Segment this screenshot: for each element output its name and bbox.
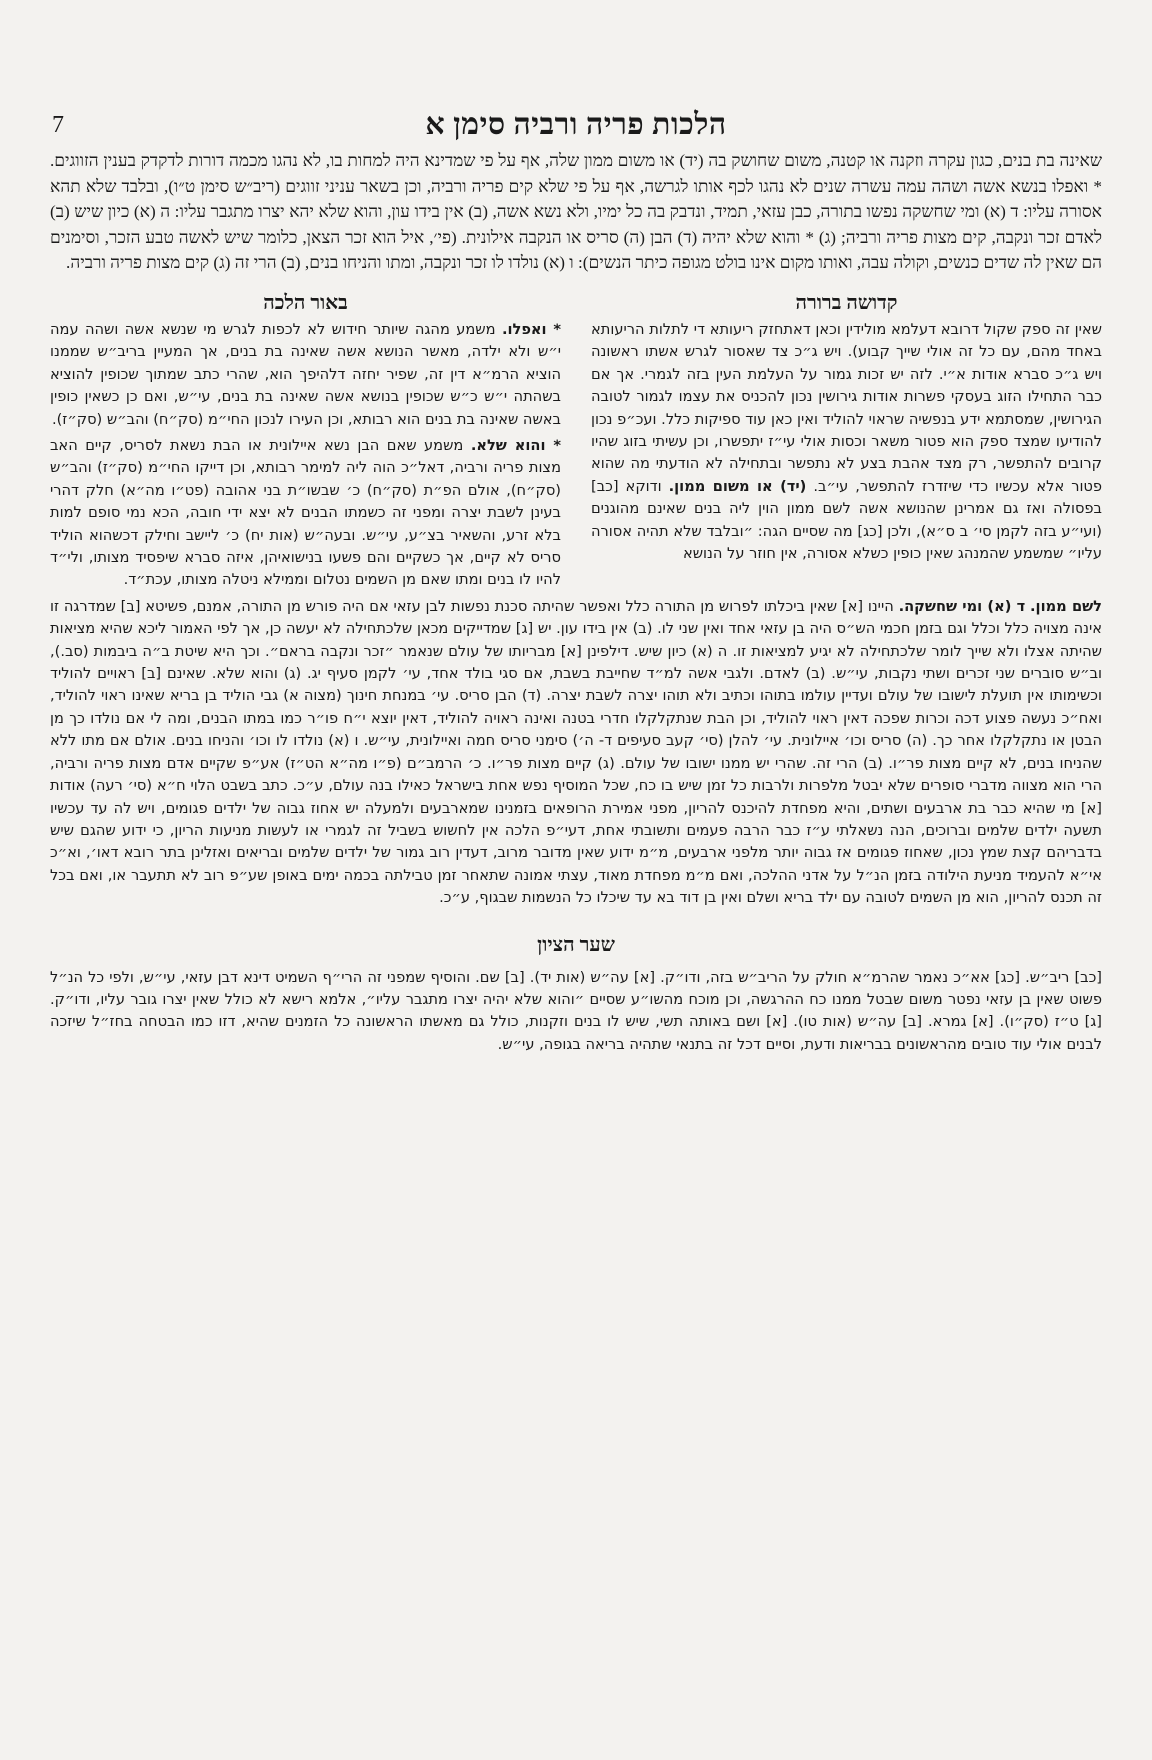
kedusha-body xyxy=(591,319,1102,565)
biur-title: באור הלכה xyxy=(263,291,348,314)
shaar-title: שער הציון xyxy=(537,933,615,956)
kedusha-lead: (יד) או משום ממון. xyxy=(668,477,807,495)
full-lead2: ד (א) ומי שחשקה. xyxy=(898,597,1026,615)
biur-p1: משמע מהגה שיותר חידוש לא לכפות לגרש מי שנשא אשה ושהה עמה י״ש ולא ילדה, מאשר הנושא אשה שאינה בת בנים, אך המעיין בריב״ש שממנו הוציא הרמ״א דין זה, שפיר יחזה דלהיפך הוא, שהרי כתב שמתוך שכופין להוציא בשהתה י״ש כ״ש שכופין בנושא אשה שאינה בת בנים, עי״ש, ואם כן כשאין כופין באשה שאינה בת בנים הוא רבותא, וכן העירו לנכון החי״מ (סק״ח) והב״ש (סק״ז). xyxy=(50,320,561,428)
biur-p1-lead: * ואפלו. xyxy=(501,320,561,338)
full-lead1: לשם ממון. xyxy=(1030,597,1103,615)
kedusha-text2: ודוקא [כב] בפסולה ואז גם אמרינן שהנושא אשה לשם ממון הוין ליה בנים שאינם מהוגנים (ועי״ע בזה לקמן סי׳ ב ס״א), ולכן [כג] מה שסיים הגה: ״ובלבד שלא תהיה אסורה עליו״ שמשמע שהמנהג שאין כופין כשלא אסורה, אין חוזר על הנושא xyxy=(591,477,1102,563)
biur-column xyxy=(50,292,561,596)
full-body: היינו [א] שאין ביכלתו לפרוש מן התורה כלל ואפשר שהיתה סכנת נפשות לבן עזאי אם היה פורש מן התורה, אמנם, פשיטא [ב] שמדרגה זו אינה מצויה כלל וכלל וגם בזמן חכמי הש״ס היה בן עזאי אחד ואין שני לו. (ב) אין בידו עון. יש [ג] שמדייקים מכאן שלכתחילה לא יעשה כן, אך לפי האמור ליכא שהיא מציאות שהיתה אצלו ולא שייך לומר שלכתחילה לא יגיע למציאות זו. ה (א) כיון שיש. דילפינן [א] מבריותו של עולם שנאמר ״זכר ונקבה בראם״. וכך היא שיטת ב״ה ביבמות (סב.), וב״ש סוברים שני זכרים ושתי נקבות, עי״ש. (ב) לאדם. ולגבי אשה למ״ד שחייבת בשבת, אם סגי בולד אחד, עי׳ לקמן סעיף יג. (ג) והוא שלא. שאינם [ב] ראויים להוליד וכשימותו אין תועלת לישובו של עולם ועדיין עולמו בתוהו וכתיב ולא תוהו יצרה לשבת יצרה. (ד) הבן סריס. עי׳ במנחת חינוך (מצוה א) גבי הוליד בן בריא שאינו ראוי להוליד, ואח״כ נעשה פצוע דכה וכרות שפכה דאין ראוי להוליד, וכן הבת שנתקלקלו חדרי בטנה ואינה ראויה להוליד, דאין יוצא י״ח פו״ר כמו במתו הבנים, ומה לי אם נולדו כך מן הבטן או נתקלקלו אחר כך. (ה) סריס וכו׳ איילונית. עי׳ להלן (סי׳ קעב סעיפים ד- ה׳) סימני סריס חמה ואיילונית, עי״ש. ו (א) נולדו לו וכו׳ והניחו בנים. אולם אם מתו ללא שהניחו בנים, לא קיים מצות פר״ו. (ב) הרי זה. שהרי יש ממנו ישובו של עולם. (ג) קיים מצות פר״ו. כ׳ הרמב״ם (פ״ו מה״א הט״ז) אע״פ שקיים אדם מצות פריה ורביה, הרי הוא מצווה מדברי סופרים שלא יבטל מלפרות ולרבות כל זמן שיש בו כח, שכל המוסיף נפש אחת בישראל כאילו בנה עולם, ע״כ. כתב בשבט הלוי ח״א (סי׳ רעה) אודות [א] מי שהיא כבר בת ארבעים ושתים, והיא מפחדת להיכנס להריון, מפני אמירת הרופאים בזמנינו שמארבעים ולמעלה יש אחוז גבוה של ילדים פגומים, ויש לה עד עכשיו תשעה ילדים שלמים וברוכים, הנה נשאלתי ע״ז כבר הרבה פעמים ותשובתי אחת, דעי״פ הלכה אין לחשוש בשביל זה לגמרי או לעשות מניעות הריון, כי ידוע שהגם שיש בדבריהם קצת שמץ נכון, שאחוז פגומים אז גבוה יותר מלפני ארבעים, מ״מ ידוע שאין מדובר מרוב, דעדין רוב גמור של ילדים שלמים ובריאים ואזלינן בתר רובא דאו׳, וא״כ אי״א להעמיד מניעת הילודה בזמן הנ״ל על אדני ההלכה, ואם מ״מ מפחדת מאוד, עצתי אמונה שתאחר זמן טבילתה בכמה ימים באופן שע״פ רוב לא תתעבר או, ואם בכל זה תכנס להריון, הוא מן השמים לטובה עם ילד בריא ושלם ואין בן דוד בא עד שיכלו כל הנשמות שבגוף, ע״כ. xyxy=(50,597,1102,907)
page-number: 7 xyxy=(52,112,64,138)
kedusha-title: קדושה ברורה xyxy=(795,291,898,314)
two-column-commentary xyxy=(50,292,1102,596)
biur-p2-lead: * והוא שלא. xyxy=(470,437,561,454)
main-halacha-text: שאינה בת בנים, כגון עקרה וזקנה או קטנה, משום שחושק בה (יד) או משום ממון שלה, אף על פי שמדינא היה למחות בו, לא נהגו מכמה דורות לדקדק בענין הזווגים. * ואפלו בנשא אשה ושהה עמה עשרה שנים לא נהגו לכף אותו לגרשה, אף על פי שלא קים פריה ורביה, וכן בשאר עניני זווגים (ריב״ש סימן ט״ו), ובלבד שלא תהא אסורה עליו: ד (א) ומי שחשקה נפשו בתורה, כבן עזאי, תמיד, ונדבק בה כל ימיו, ולא נשא אשה, (ב) אין בידו עון, והוא שלא יהא יצרו מתגבר עליו: ה (א) כיון שיש (ב) לאדם זכר ונקבה, קים מצות פריה ורביה; (ג) * והוא שלא יהיה (ד) הבן (ה) סריס או הנקבה אילונית. (פי׳, איל הוא זכר הצאן, כלומר שיש לאשה טבע הזכר, וסימנים הם שאין לה שדים כנשים, וקולה עבה, ואותו מקום אינו בולט מגופה כיתר הנשים): ו (א) נולדו לו זכר ונקבה, ומתו והניחו בנים, (ב) הרי זה (ג) קים מצות פריה ורביה. xyxy=(50,151,1102,273)
mishna-berura-text xyxy=(50,596,1102,910)
biur-body xyxy=(50,319,561,592)
kedusha-text: שאין זה ספק שקול דרובא דעלמא מולידין וכאן דאתחזק ריעותא די לתלות הריעותא באחד מהם, עם כל זה אולי שייך קבוע). ויש ג״כ צד שאסור לגרש אשתו ראשונה ויש ג״כ סברא אודות א״י. לזה יש זכות גמור על העלמת העין בזה לגמרי. אך אם כבר התחילו הזוג בעסקי פשרות אודות גירושין נכון להכניס את עצמו לגמור לטובה הגירושין, שמסתמא ידע בנפשיה שראוי להוליד ואין כאן עוד ספיקות כלל. ועכ״פ נכון להודיעו שמצד ספק הוא פטור משאר וכסות אולי עי״ז יתפשרו, וכן עשיתי בזוג שהיו קרובים להתפשר, רק מצד אהבת בצע לא נתפשר ובתחילה לא הודעתי מה שהוא פטור אלא עכשיו כדי שיזדרז להתפשר, עי״ב. xyxy=(591,320,1103,495)
kedusha-column xyxy=(591,292,1102,596)
page-title: הלכות פריה ורביה סימן א xyxy=(425,108,727,141)
shaar-text: [כב] ריב״ש. [כג] אא״כ נאמר שהרמ״א חולק על הריב״ש בזה, ודו״ק. [א] עה״ש (אות יד). [ב] שם. והוסיף שמפני זה הרי״ף השמיט דינא דבן עזאי, עי״ש, ולפי כל הנ״ל פשוט שאין בן עזאי נפטר משום שבטל ממנו כח ההרגשה, וכן מוכח מהשו״ע שסיים ״והוא שלא יהיה יצרו מתגבר עליו״, אלמא רישא לא כולל שאין יצרו גובר עליו, ודו״ק. [ג] ט״ז (סק״ו). [א] גמרא. [ב] עה״ש (אות טו). [א] ושם באותה תשי, שיש לו בנים וזקנות, כולל גם מאשתו הראשונה כל הזמנים שהיא, דזו כמו הבטחה בחז״ל שיזכה לבנים אולי עוד טובים מהראשונים בבריאות ודעת, וסיים דכל זה בתנאי שתהיה בריאה בגופה, עי״ש. xyxy=(50,968,1102,1053)
biur-p2: משמע שאם הבן נשא איילונית או הבת נשאת לסריס, קיים האב מצות פריה ורביה, דאל״כ הוה ליה למימר רבותא, וכן דייקו החי״מ (סק״ז) והב״ש (סק״ח), אולם הפ״ת (סק״ח) כ׳ שבשו״ת בני אהובה (פט״ו מה״א) חלק דהרי בעינן לשבת יצרה ומפני זה כשמתו הבנים לא יצא ידי חובה, הכא נמי סופם למות בלא זרע, והשאיר בצ״ע, עי״ש. ובעה״ש (אות יח) כ׳ ליישב וחילק דכשהוא הוליד סריס לא קיים, אך כשקיים והם פשעו בנישואיהן, איזה סברא שיפסיד מצותו, ולי״ד להיו לו בנים ומתו שאם מן השמים נטלום וממילא ניטלה מצותו, עכת״ד. xyxy=(50,437,561,589)
